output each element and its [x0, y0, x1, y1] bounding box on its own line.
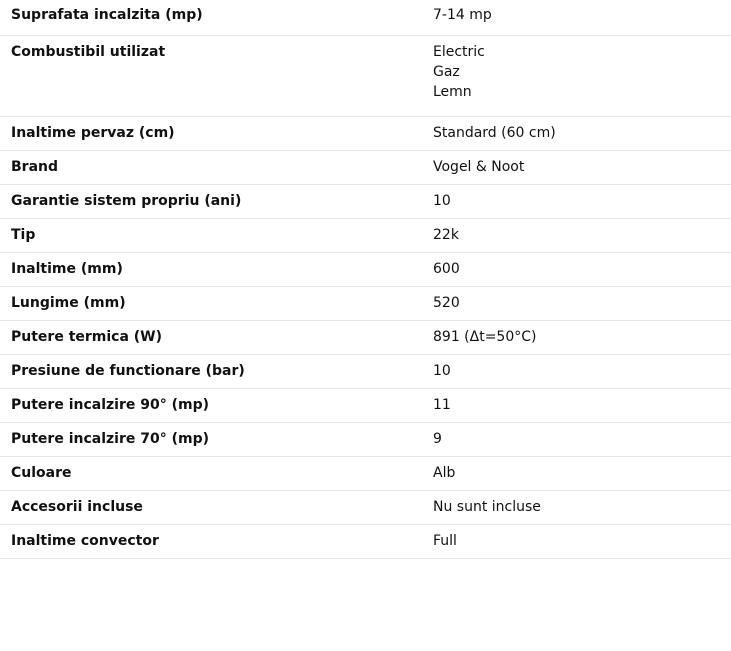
spec-value [422, 388, 731, 422]
spec-value [422, 456, 731, 490]
spec-row-type [0, 218, 731, 252]
spec-row-height [0, 252, 731, 286]
spec-value [422, 218, 731, 252]
spec-row-warranty [0, 184, 731, 218]
spec-row-thermal-power [0, 320, 731, 354]
spec-value-line: Nu sunt incluse [433, 498, 541, 515]
spec-value-line: 7-14 mp [433, 7, 492, 23]
spec-value [422, 0, 731, 35]
spec-label: Presiune de functionare (bar) [0, 354, 422, 388]
spec-row-length [0, 286, 731, 320]
spec-value-line: Lemn [433, 83, 472, 100]
spec-value [422, 354, 731, 388]
spec-row-heating-power-70 [0, 422, 731, 456]
spec-label: Combustibil utilizat [0, 35, 422, 116]
spec-label: Putere incalzire 70° (mp) [0, 422, 422, 456]
spec-value-line: 10 [433, 192, 451, 209]
spec-label: Culoare [0, 456, 422, 490]
spec-row-convector-height [0, 524, 731, 558]
spec-label: Inaltime (mm) [0, 252, 422, 286]
spec-value [422, 422, 731, 456]
spec-value-line: Full [433, 532, 457, 549]
spec-value-line: Standard (60 cm) [433, 124, 556, 141]
spec-value [422, 320, 731, 354]
spec-value [422, 184, 731, 218]
spec-row-accessories [0, 490, 731, 524]
spec-label: Inaltime convector [0, 524, 422, 558]
spec-value-line: 9 [433, 430, 442, 447]
spec-value [422, 524, 731, 558]
spec-value-line: Vogel & Noot [433, 158, 525, 175]
spec-value [422, 490, 731, 524]
spec-value [422, 116, 731, 150]
spec-value [422, 150, 731, 184]
spec-row-sill-height [0, 116, 731, 150]
spec-label: Accesorii incluse [0, 490, 422, 524]
spec-row-color [0, 456, 731, 490]
spec-label: Lungime (mm) [0, 286, 422, 320]
spec-value-line: Alb [433, 464, 456, 481]
spec-value-line: Gaz [433, 63, 460, 80]
spec-label: Inaltime pervaz (cm) [0, 116, 422, 150]
spec-value-line: 600 [433, 260, 460, 277]
spec-value-line: 10 [433, 362, 451, 379]
spec-row-operating-pressure [0, 354, 731, 388]
spec-row-brand [0, 150, 731, 184]
spec-value-line: 11 [433, 396, 451, 413]
spec-label: Tip [0, 218, 422, 252]
spec-label: Suprafata incalzita (mp) [0, 0, 422, 35]
spec-label: Putere incalzire 90° (mp) [0, 388, 422, 422]
spec-value [422, 252, 731, 286]
spec-value-line: Electric [433, 43, 485, 60]
spec-row-heating-power-90 [0, 388, 731, 422]
spec-label: Putere termica (W) [0, 320, 422, 354]
spec-value [422, 35, 731, 116]
spec-label: Garantie sistem propriu (ani) [0, 184, 422, 218]
spec-value-line: 520 [433, 294, 460, 311]
spec-row-heated-area [0, 0, 731, 35]
spec-value-line: 891 (Δt=50°C) [433, 328, 537, 345]
spec-value [422, 286, 731, 320]
spec-label: Brand [0, 150, 422, 184]
spec-row-fuel [0, 35, 731, 116]
spec-value-line: 22k [433, 226, 459, 243]
